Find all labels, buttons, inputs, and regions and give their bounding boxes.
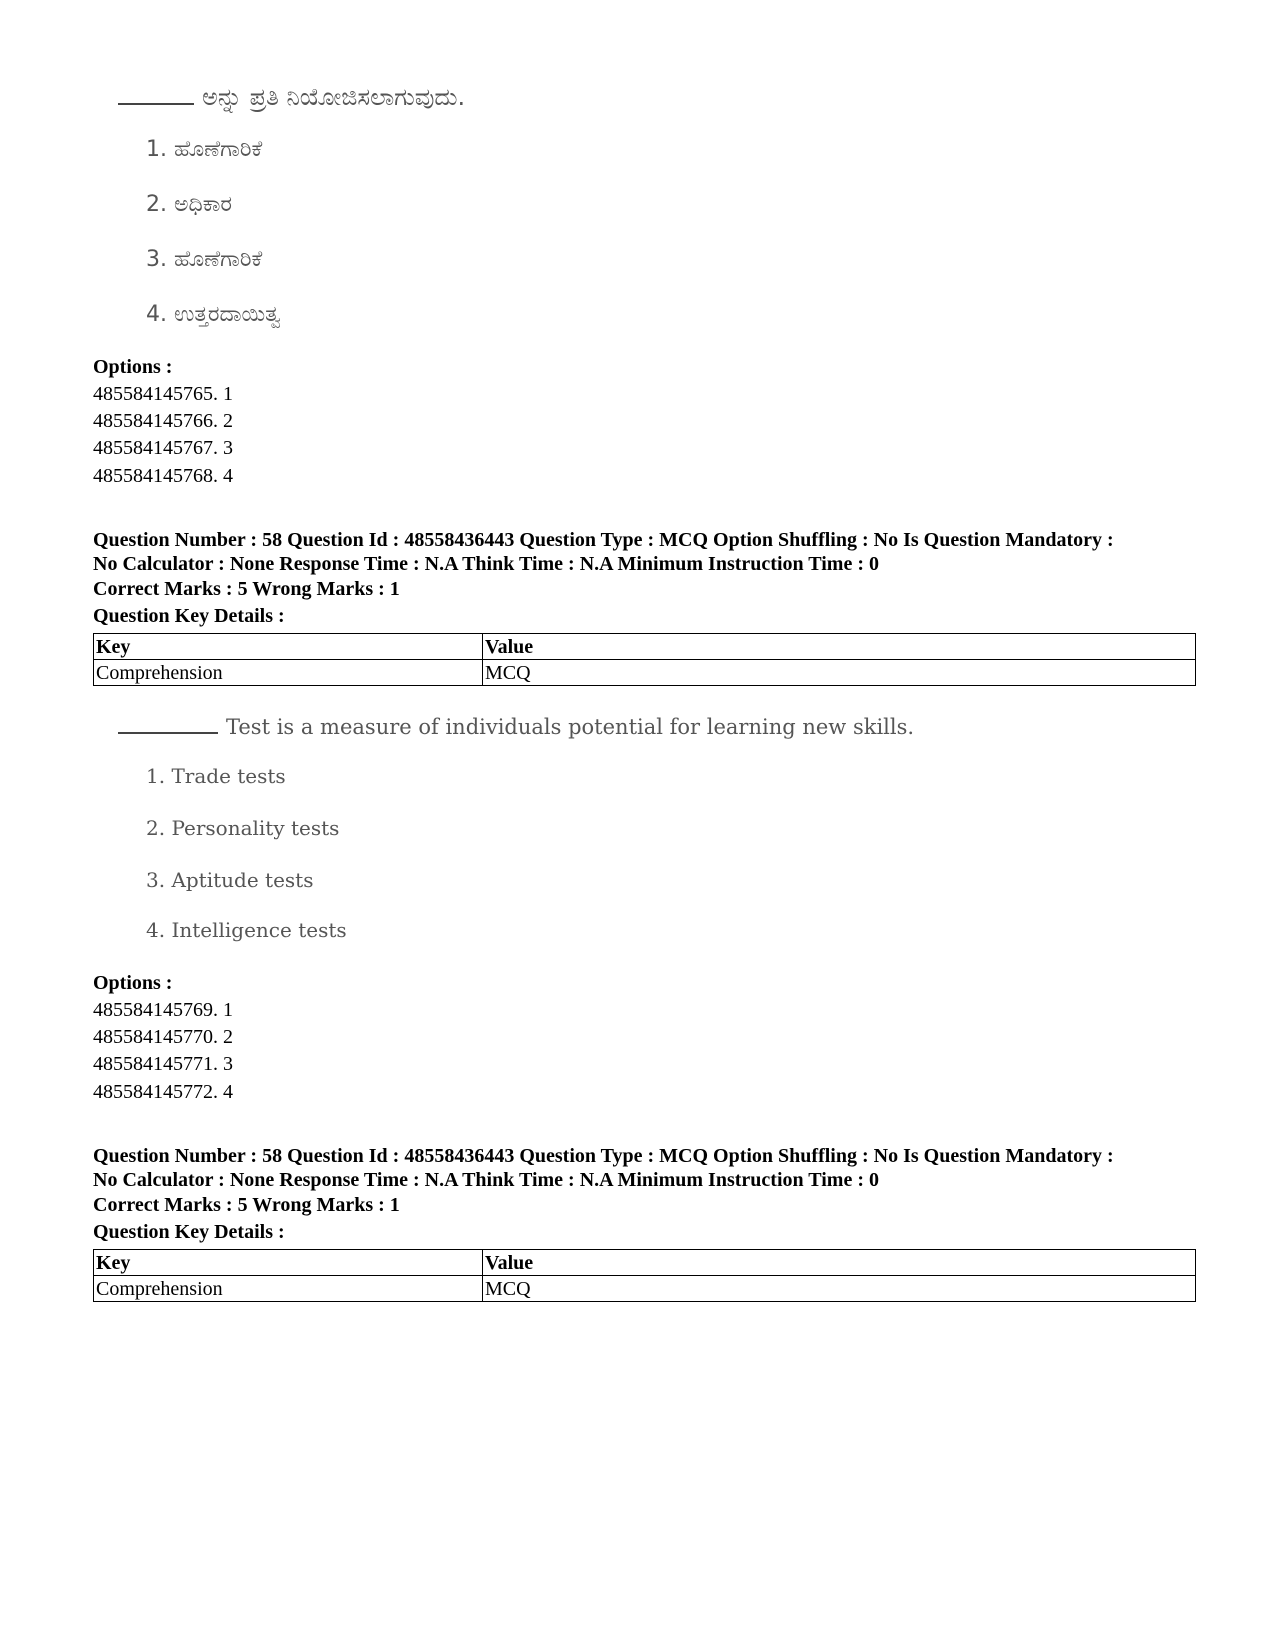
table-header-row	[94, 634, 1196, 660]
option-id-2: 485584145766. 2	[93, 410, 233, 432]
question-meta-line-2: No Calculator : None Response Time : N.A Think Time : N.A Minimum Instruction Time : 0	[93, 553, 879, 575]
question-meta-line-1: Question Number : 58 Question Id : 48558436443 Question Type : MCQ Option Shuffling : No Is Question Mandatory :	[93, 1145, 1114, 1167]
row-key: Comprehension	[94, 660, 483, 686]
row-key: Comprehension	[94, 1276, 483, 1302]
choice-2: 2. Personality tests	[146, 816, 340, 840]
question-meta-line-1: Question Number : 58 Question Id : 48558436443 Question Type : MCQ Option Shuffling : No Is Question Mandatory :	[93, 529, 1114, 551]
question-meta-line-2: No Calculator : None Response Time : N.A Think Time : N.A Minimum Instruction Time : 0	[93, 1169, 879, 1191]
choice-1: 1. Trade tests	[146, 764, 286, 788]
option-id-2: 485584145770. 2	[93, 1026, 233, 1048]
choice-3: 3. Aptitude tests	[146, 868, 314, 892]
question-meta	[93, 528, 1203, 576]
choice-4: 4. Intelligence tests	[146, 918, 347, 942]
option-id-3: 485584145771. 3	[93, 1053, 233, 1075]
table-header-row	[94, 1250, 1196, 1276]
kannada-question-image	[118, 82, 1018, 342]
key-details-heading: Question Key Details :	[93, 605, 285, 627]
key-value-table	[93, 633, 1196, 686]
key-value-table	[93, 1249, 1196, 1302]
option-id-1: 485584145765. 1	[93, 383, 233, 405]
choice-2: 2. ಅಧಿಕಾರ	[146, 192, 232, 217]
header-value: Value	[483, 1250, 1196, 1276]
table-row	[94, 1276, 1196, 1302]
choice-1: 1. ಹೊಣೆಗಾರಿಕೆ	[146, 137, 263, 162]
options-heading: Options :	[93, 356, 173, 378]
choice-3: 3. ಹೊಣೆಗಾರಿಕೆ	[146, 247, 263, 272]
option-id-4: 485584145772. 4	[93, 1081, 233, 1103]
english-question-image	[118, 712, 1018, 947]
marks-line: Correct Marks : 5 Wrong Marks : 1	[93, 1194, 400, 1216]
question-stem	[118, 712, 1018, 742]
header-key: Key	[94, 634, 483, 660]
option-id-3: 485584145767. 3	[93, 437, 233, 459]
marks-line: Correct Marks : 5 Wrong Marks : 1	[93, 578, 400, 600]
question-stem-text: Test is a measure of individuals potential for learning new skills.	[226, 715, 915, 739]
row-value: MCQ	[483, 660, 1196, 686]
table-row	[94, 660, 1196, 686]
choice-4: 4. ಉತ್ತರದಾಯಿತ್ವ	[146, 302, 281, 327]
question-stem-text: ಅನ್ನು ಪ್ರತಿ ನಿಯೋಜಿಸಲಾಗುವುದು.	[202, 83, 466, 111]
question-stem	[118, 82, 1018, 112]
option-id-1: 485584145769. 1	[93, 999, 233, 1021]
row-value: MCQ	[483, 1276, 1196, 1302]
question-meta	[93, 1144, 1203, 1192]
option-id-4: 485584145768. 4	[93, 465, 233, 487]
header-key: Key	[94, 1250, 483, 1276]
answer-blank	[118, 103, 194, 105]
header-value: Value	[483, 634, 1196, 660]
answer-blank	[118, 732, 218, 734]
key-details-heading: Question Key Details :	[93, 1221, 285, 1243]
options-heading: Options :	[93, 972, 173, 994]
